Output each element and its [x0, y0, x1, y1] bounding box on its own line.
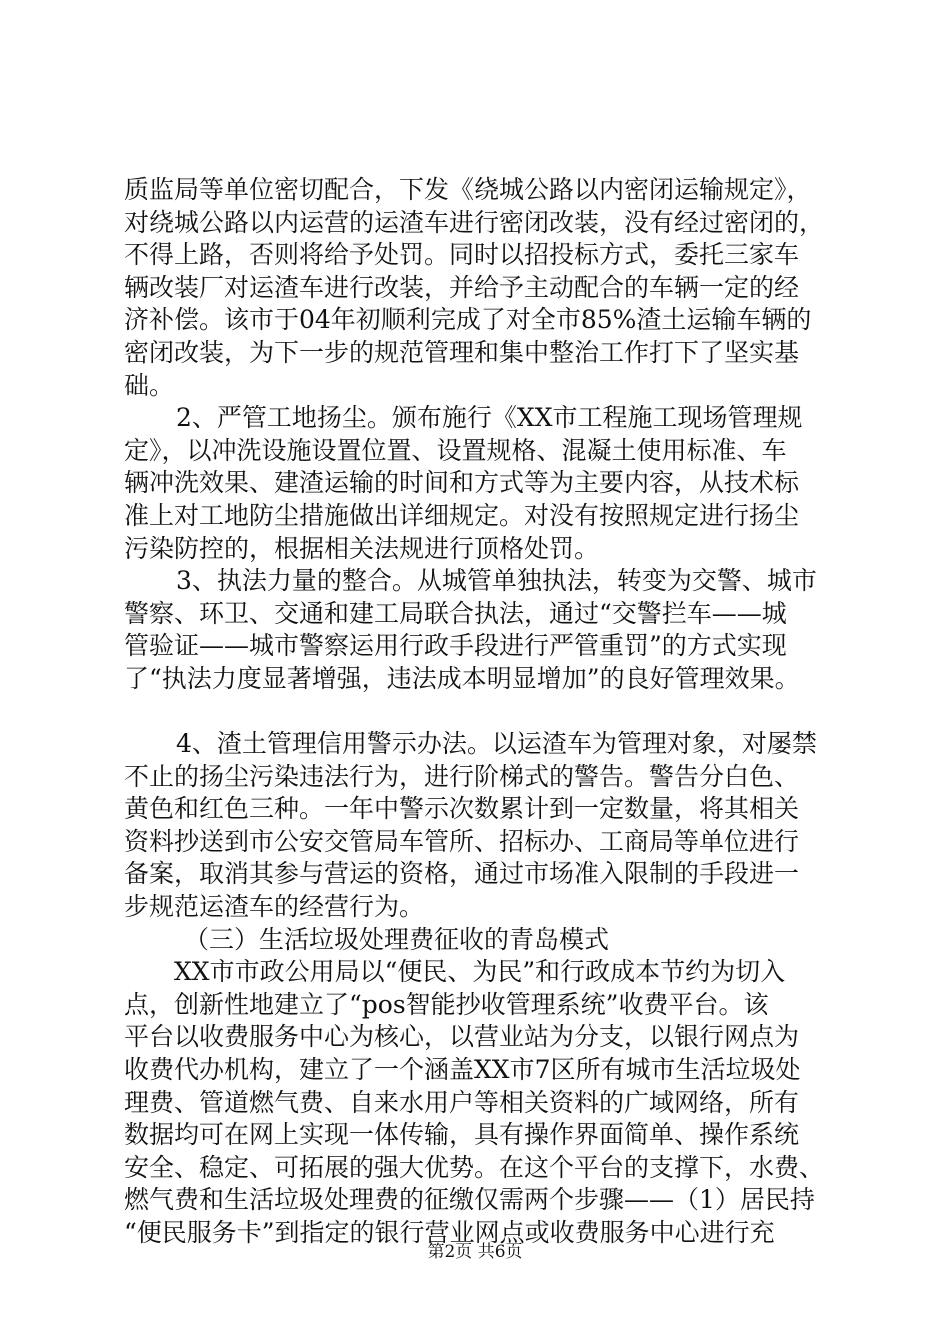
- paragraph-2-start: 2、严管工地扬尘。颁布施行《XX市工程施工现场管理规: [176, 403, 803, 433]
- text-line: 理费、管道燃气费、自来水用户等相关资料的广域网络，所有: [124, 1087, 800, 1117]
- text-line: 辆改装厂对运渣车进行改装，并给予主动配合的车辆一定的经: [124, 272, 800, 302]
- text-line: 平台以收费服务中心为核心，以营业站为分支，以银行网点为: [124, 1022, 800, 1052]
- text-line: 警察、环卫、交通和建工局联合执法，通过“交警拦车——城: [124, 598, 787, 628]
- text-line: 定》，以冲洗设施设置位置、设置规格、混凝土使用标准、车: [124, 435, 787, 465]
- text-line: 密闭改装，为下一步的规范管理和集中整治工作打下了坚实基: [124, 337, 800, 367]
- text-line: 点，创新性地建立了“pos智能抄收管理系统”收费平台。该: [124, 989, 769, 1019]
- text-line: 不得上路，否则将给予处罚。同时以招投标方式，委托三家车: [124, 240, 800, 270]
- section-heading: （三）生活垃圾处理费征收的青岛模式: [184, 924, 610, 954]
- text-line: 步规范运渣车的经营行为。: [124, 892, 425, 922]
- paragraph-4-start: 4、渣土管理信用警示办法。以运渣车为管理对象，对屡禁: [176, 729, 817, 759]
- text-line: 资料抄送到市公安交管局车管所、招标办、工商局等单位进行: [124, 826, 800, 856]
- text-line: 准上对工地防尘措施做出详细规定。对没有按照规定进行扬尘: [124, 500, 800, 530]
- paragraph-3-start: 3、执法力量的整合。从城管单独执法，转变为交警、城市: [176, 566, 817, 596]
- text-line: 备案，取消其参与营运的资格，通过市场准入限制的手段进一: [124, 859, 800, 889]
- text-line: 不止的扬尘污染违法行为，进行阶梯式的警告。警告分白色、: [124, 761, 800, 791]
- text-line: 础。: [124, 370, 175, 400]
- page-number-footer: 第2页 共6页: [427, 1242, 523, 1262]
- blank-line: [124, 696, 836, 729]
- text-line: 对绕城公路以内运营的运渣车进行密闭改装，没有经过密闭的，: [124, 207, 825, 237]
- text-line: 质监局等单位密切配合，下发《绕城公路以内密闭运输规定》，: [124, 175, 812, 204]
- text-line: 了“执法力度显著增强，违法成本明显增加”的良好管理效果。: [124, 663, 800, 693]
- text-line: 济补偿。该市于04年初顺利完成了对全市85%渣土运输车辆的: [124, 305, 812, 335]
- text-line: 黄色和红色三种。一年中警示次数累计到一定数量，将其相关: [124, 794, 800, 824]
- text-line: 辆冲洗效果、建渣运输的时间和方式等为主要内容，从技术标: [124, 468, 800, 498]
- text-line: “便民服务卡”到指定的银行营业网点或收费服务中心进行充: [124, 1218, 775, 1247]
- text-line: 数据均可在网上实现一体传输，具有操作界面简单、操作系统: [124, 1120, 800, 1150]
- text-line: 收费代办机构，建立了一个涵盖XX市7区所有城市生活垃圾处: [124, 1055, 801, 1085]
- text-line: 污染防控的，根据相关法规进行顶格处罚。: [124, 533, 600, 563]
- paragraph-5-start: XX市市政公用局以“便民、为民”和行政成本节约为切入: [174, 957, 786, 987]
- text-line: 燃气费和生活垃圾处理费的征缴仅需两个步骤——（1）居民持: [124, 1185, 815, 1215]
- text-line: 安全、稳定、可拓展的强大优势。在这个平台的支撑下，水费、: [124, 1152, 825, 1182]
- body-text: [124, 174, 836, 1250]
- text-line: 管验证——城市警察运用行政手段进行严管重罚”的方式实现: [124, 631, 787, 661]
